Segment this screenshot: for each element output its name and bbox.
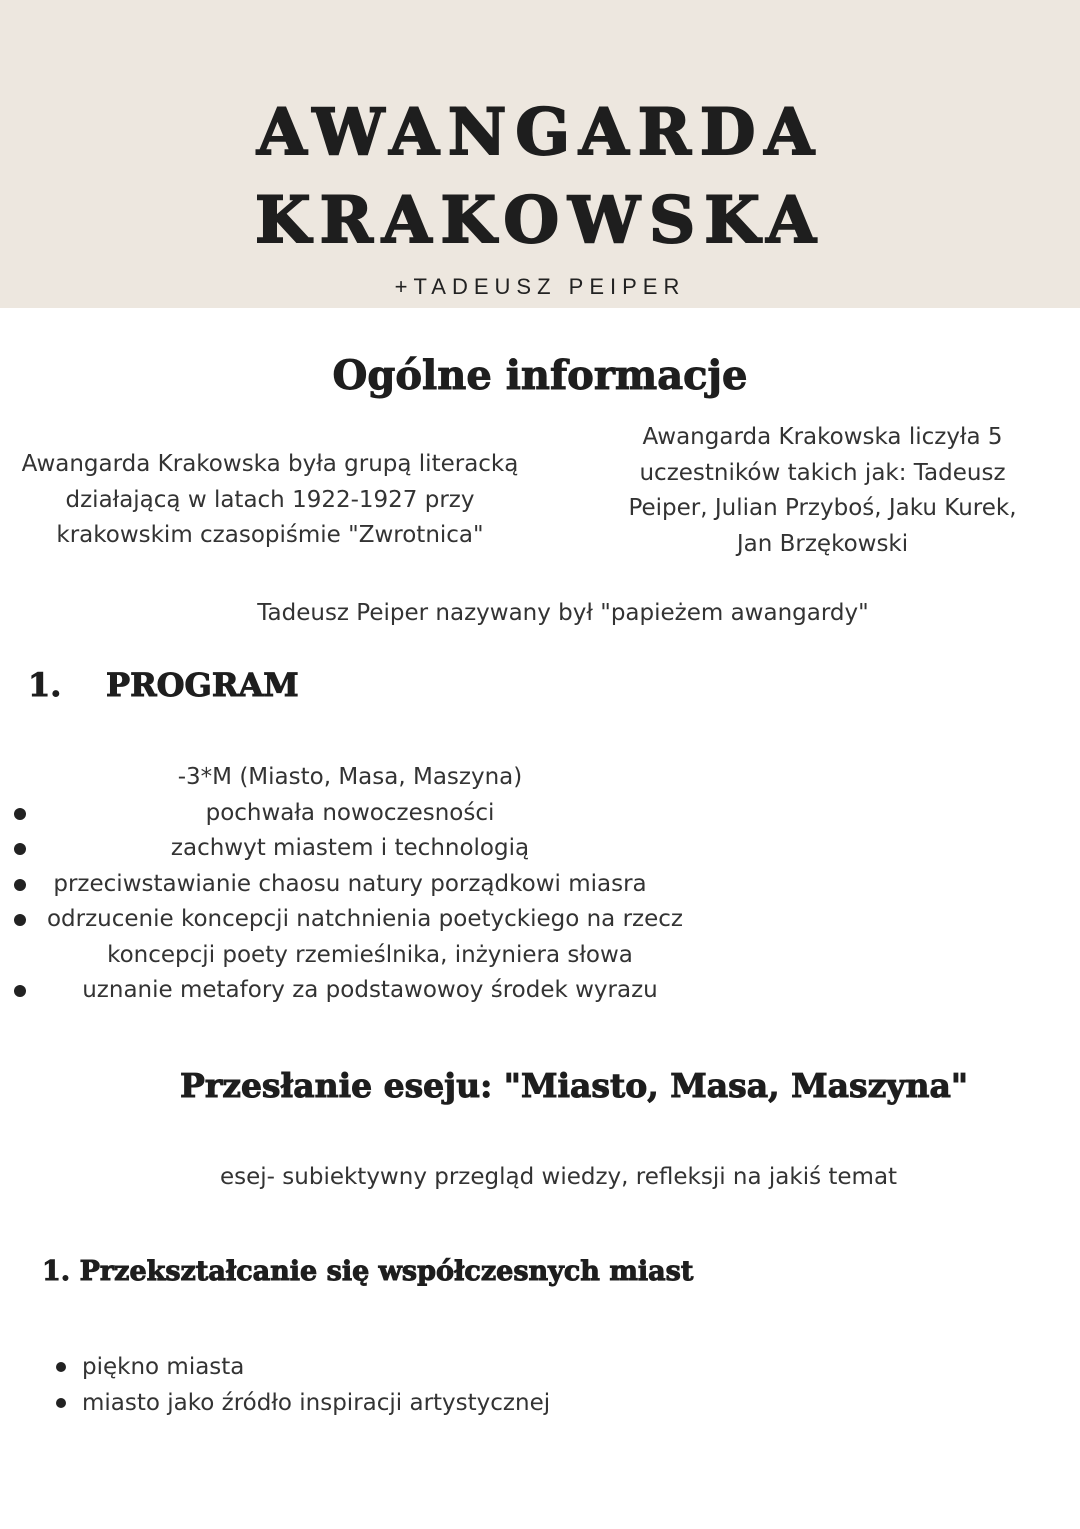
essay-sub-heading: 1. Przekształcanie się współczesnych miast: [42, 1256, 694, 1287]
program-intro: -3*M (Miasto, Masa, Maszyna): [177, 764, 523, 790]
list-item: piękno miasta: [82, 1354, 245, 1380]
general-right-text: [600, 420, 1045, 562]
subtitle: +TADEUSZ PEIPER: [394, 274, 686, 299]
list-item: zachwyt miastem i technologią: [170, 835, 530, 861]
general-note: Tadeusz Peiper nazywany był "papieżem awangardy": [257, 600, 869, 626]
list-item: przeciwstawianie chaosu natury porządkowi miasra: [53, 870, 647, 897]
bullet-icon: [56, 1398, 66, 1408]
program-list: [0, 760, 700, 1009]
text-line: uczestników takich jak: Tadeusz: [639, 459, 1006, 486]
bullet-icon: [14, 843, 26, 855]
list-item: miasto jako źródło inspiracji artystycznej: [82, 1389, 551, 1416]
title-line-2: KRAKOWSKA: [255, 183, 825, 258]
text-line: Peiper, Julian Przyboś, Jaku Kurek,: [628, 495, 1017, 521]
essay-list: [82, 1350, 550, 1421]
bullet-icon: [14, 985, 26, 997]
general-heading: Ogólne informacje: [332, 352, 748, 399]
list-item: pochwała nowoczesności: [205, 799, 495, 826]
bullet-icon: [14, 914, 26, 926]
text-line: działającą w latach 1922-1927 przy: [65, 486, 475, 513]
title-line-1: AWANGARDA: [256, 95, 824, 170]
text-line: Jan Brzękowski: [736, 530, 909, 557]
bullet-icon: [14, 879, 26, 891]
list-item: odrzucenie koncepcji natchnienia poetyckiego na rzecz: [46, 906, 683, 932]
essay-heading: Przesłanie eseju: "Miasto, Masa, Maszyna": [180, 1066, 969, 1105]
list-item-continuation: koncepcji poety rzemieślnika, inżyniera słowa: [107, 941, 633, 968]
general-left-text: [0, 447, 540, 554]
program-number: 1.: [28, 666, 62, 704]
bullet-icon: [56, 1362, 66, 1372]
list-item: uznanie metafory za podstawowoy środek wyrazu: [82, 977, 658, 1003]
essay-definition: esej- subiektywny przegląd wiedzy, refleksji na jakiś temat: [220, 1164, 898, 1190]
text-line: Awangarda Krakowska była grupą literacką: [21, 451, 519, 477]
bullet-icon: [14, 808, 26, 820]
text-line: Awangarda Krakowska liczyła 5: [642, 424, 1003, 450]
program-heading: PROGRAM: [106, 666, 299, 704]
text-line: krakowskim czasopiśmie "Zwrotnica": [56, 522, 484, 548]
